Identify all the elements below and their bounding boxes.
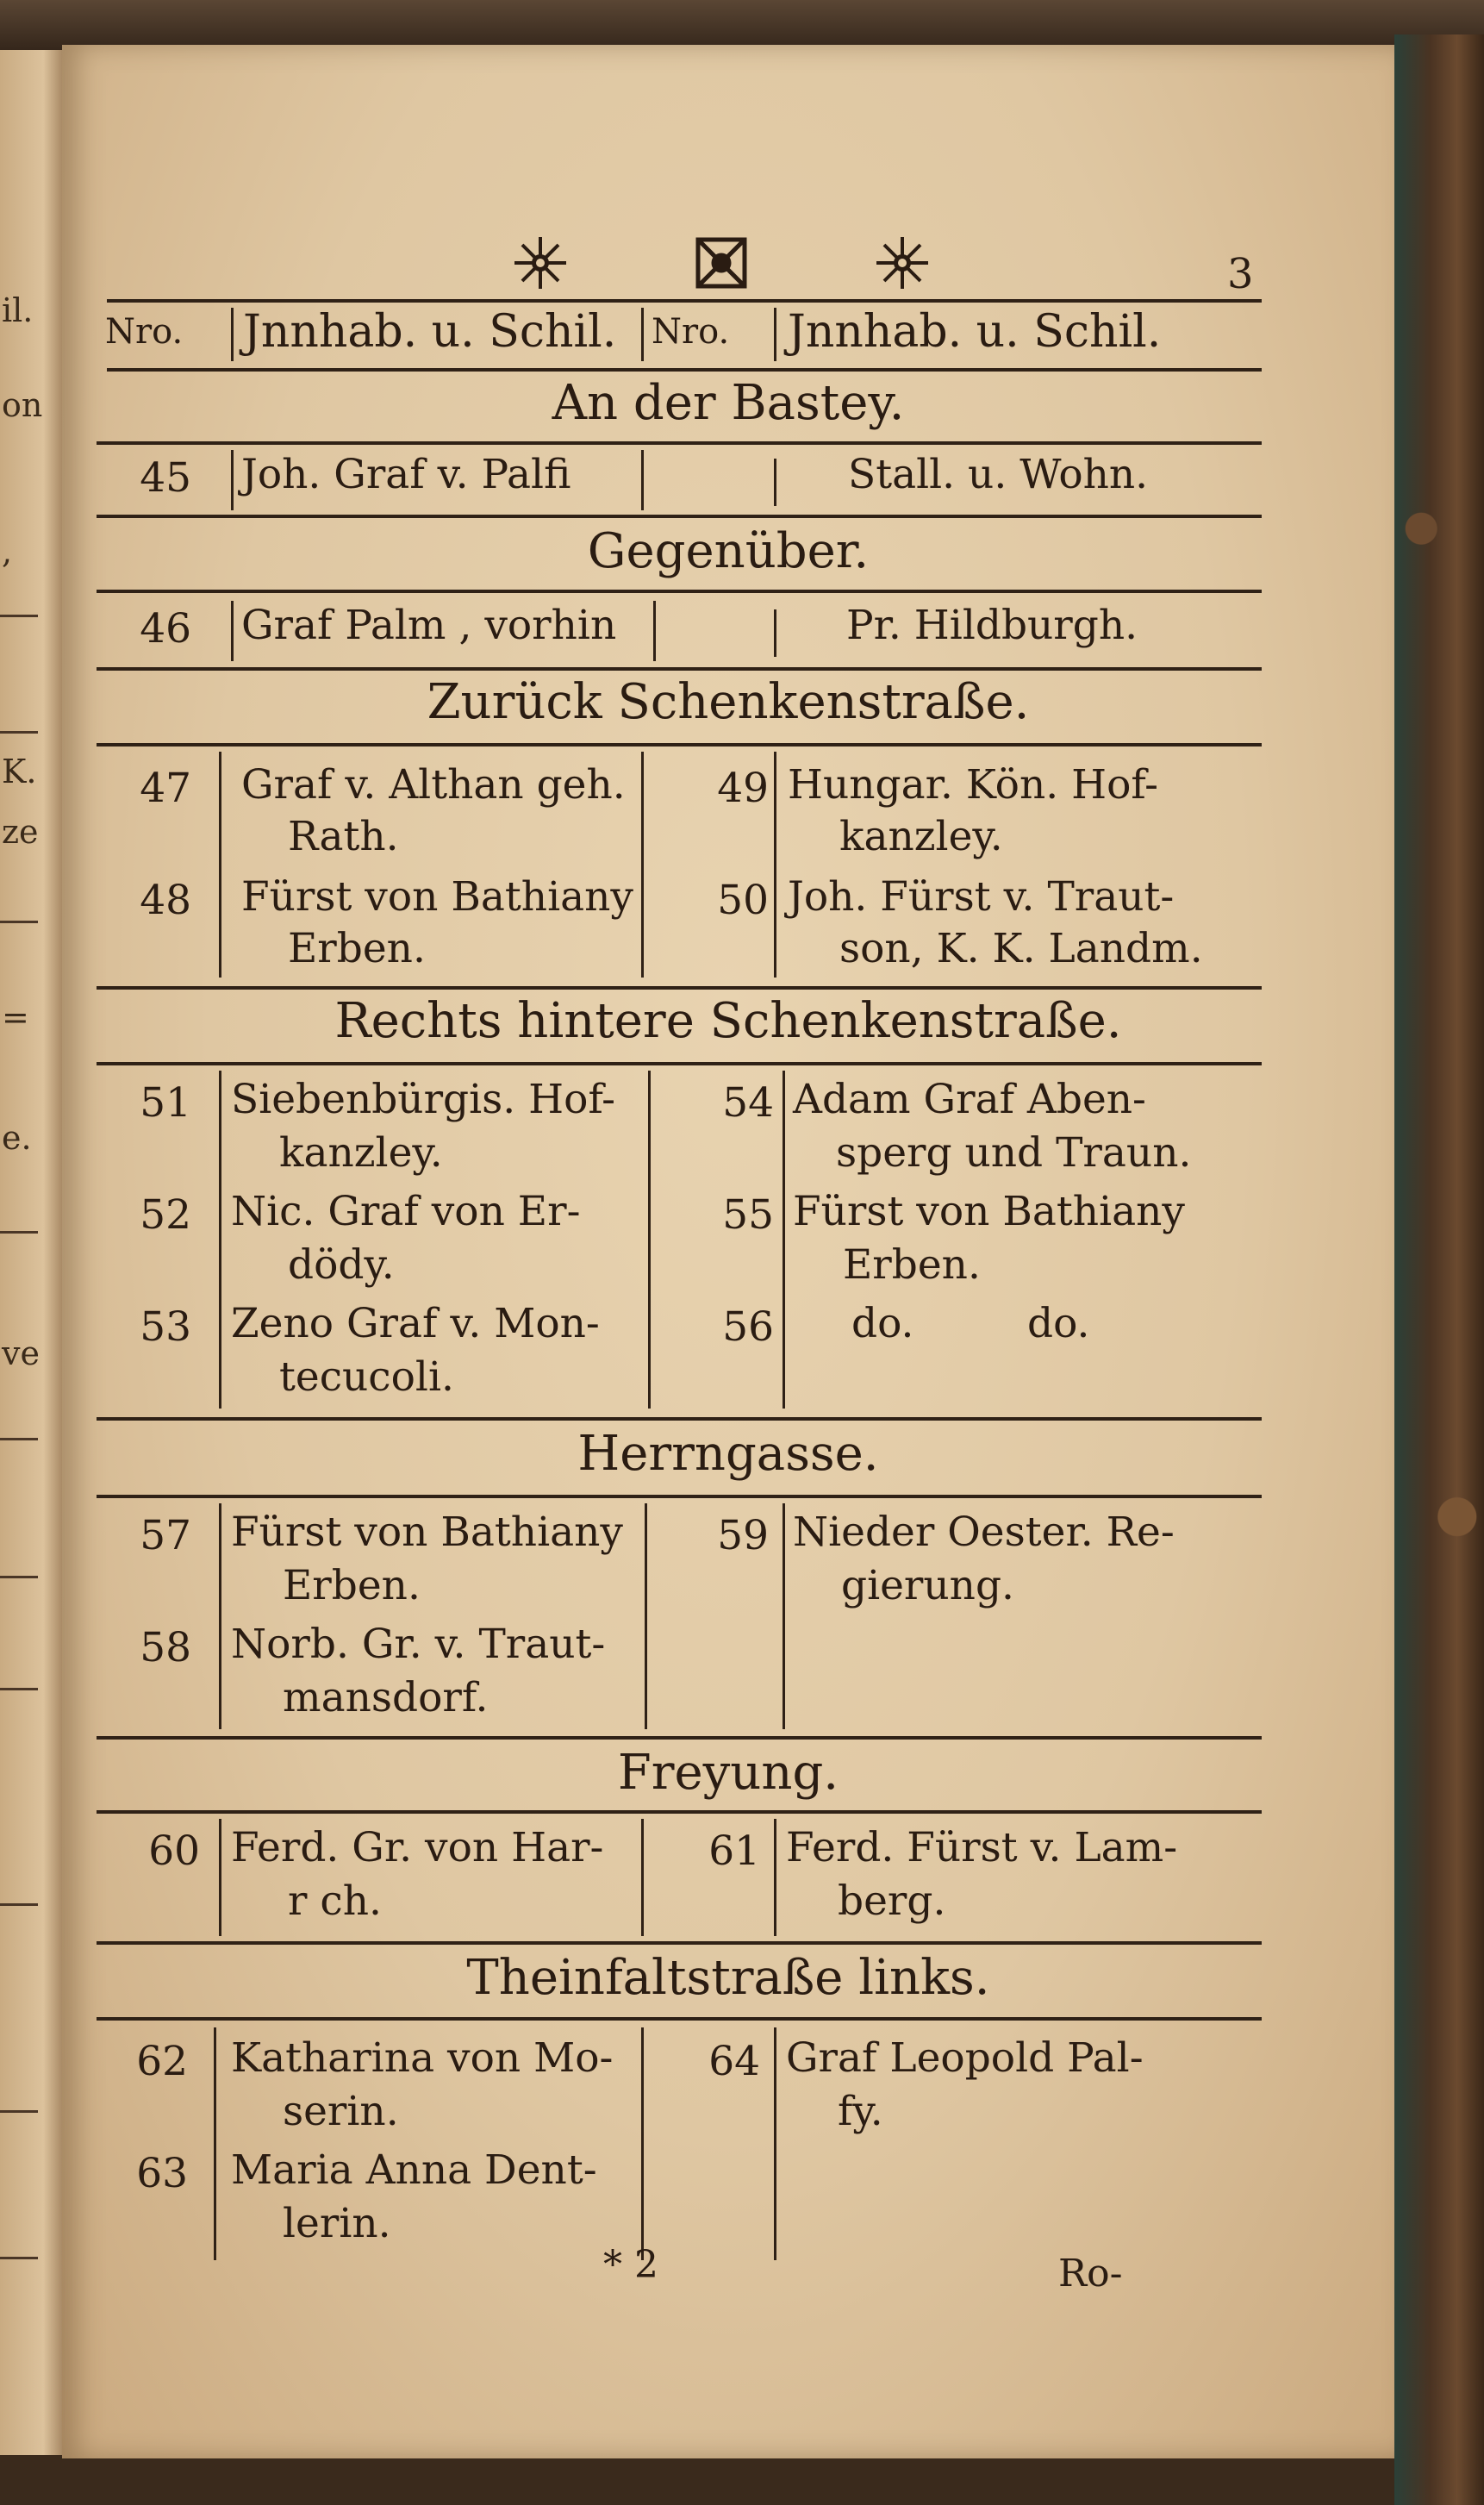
house-number: 57 — [140, 1512, 191, 1559]
inhabitant-name-cont: serin. — [283, 2088, 399, 2135]
inhabitant-name: Fürst von Bathiany — [241, 873, 633, 921]
inhabitant-name: Nic. Graf von Er- — [231, 1188, 581, 1235]
inhabitant-name: Joh. Fürst v. Traut- — [788, 873, 1175, 921]
house-number: 51 — [140, 1079, 191, 1127]
house-number: 55 — [722, 1191, 774, 1239]
house-number: 47 — [140, 765, 191, 812]
inhabitant-name: Fürst von Bathiany — [793, 1188, 1185, 1235]
house-number: 63 — [136, 2150, 188, 2197]
inhabitant-name-cont: berg. — [838, 1877, 946, 1925]
signature-mark: * 2 — [603, 2243, 658, 2287]
inhabitant-name-cont: kanzley. — [839, 813, 1003, 860]
previous-page-strip — [0, 50, 62, 2455]
book-page — [62, 45, 1394, 2458]
house-number: 48 — [140, 877, 191, 924]
square-ornament-icon — [691, 233, 751, 293]
header-ornaments — [510, 233, 958, 293]
house-number: 62 — [136, 2038, 188, 2085]
house-number: 60 — [148, 1827, 200, 1875]
inhabitant-name-cont: r ch. — [288, 1877, 382, 1925]
inhabitant-name-cont: mansdorf. — [283, 1674, 489, 1721]
inhabitant-name: Ferd. Fürst v. Lam- — [786, 1824, 1178, 1871]
house-number: 54 — [722, 1079, 774, 1127]
section-title: Freyung. — [617, 1745, 839, 1801]
header-col-nro-left: Nro. — [105, 312, 184, 352]
inhabitant-name-cont: fy. — [838, 2088, 883, 2135]
house-number: 64 — [708, 2038, 760, 2085]
inhabitant-name: Hungar. Kön. Hof- — [788, 761, 1158, 809]
inhabitant-name: Fürst von Bathiany — [231, 1509, 623, 1556]
inhabitant-name: Zeno Graf v. Mon- — [231, 1300, 600, 1347]
inhabitant-name-cont: lerin. — [283, 2200, 391, 2247]
prev-page-fragment: K. — [2, 753, 37, 790]
house-number: 58 — [140, 1624, 191, 1671]
header-col-nro-right: Nro. — [652, 312, 730, 352]
prev-page-fragment: e. — [2, 1119, 32, 1157]
inhabitant-name: Joh. Graf v. Palfi — [241, 451, 571, 498]
inhabitant-name: Katharina von Mo- — [231, 2034, 614, 2082]
prev-page-fragment: = — [2, 998, 29, 1036]
inhabitant-name: Nieder Oester. Re- — [793, 1509, 1175, 1556]
ditto-mark: do. — [1027, 1300, 1090, 1347]
section-title: Zurück Schenkenstraße. — [427, 674, 1030, 730]
house-number: 50 — [717, 877, 769, 924]
prev-page-fragment: , — [2, 533, 13, 571]
inhabitant-name-cont: tecucoli. — [279, 1353, 454, 1401]
prev-page-fragment: ve — [2, 1334, 40, 1372]
ditto-mark: do. — [851, 1300, 914, 1347]
inhabitant-name: Norb. Gr. v. Traut- — [231, 1621, 606, 1668]
inhabitant-name-cont: sperg und Traun. — [836, 1129, 1192, 1177]
inhabitant-name-cont: kanzley. — [279, 1129, 443, 1177]
inhabitant-name: Graf Palm , vorhin — [241, 602, 617, 649]
inhabitant-name: Maria Anna Dent- — [231, 2146, 597, 2194]
prev-page-fragment: on — [2, 386, 43, 424]
house-number: 49 — [717, 765, 769, 812]
section-title: Rechts hintere Schenkenstraße. — [334, 993, 1122, 1049]
inhabitant-name-cont: Erben. — [288, 925, 426, 972]
inhabitant-name-cont: son, K. K. Landm. — [839, 925, 1203, 972]
header-col-inhabitants-right: Jnnhab. u. Schil. — [788, 306, 1162, 358]
header-col-inhabitants-left: Jnnhab. u. Schil. — [243, 306, 617, 358]
section-title: An der Bastey. — [552, 375, 905, 431]
house-number: 53 — [140, 1303, 191, 1351]
prev-page-fragment: ze — [2, 813, 39, 851]
inhabitant-name: Pr. Hildburgh. — [846, 602, 1138, 649]
prev-page-fragment: il. — [2, 291, 34, 329]
section-title: Herrngasse. — [577, 1426, 879, 1482]
house-number: 56 — [722, 1303, 774, 1351]
house-number: 46 — [140, 605, 191, 653]
inhabitant-name: Graf Leopold Pal- — [786, 2034, 1144, 2082]
inhabitant-name-cont: Erben. — [283, 1562, 421, 1609]
section-title: Theinfaltstraße links. — [466, 1950, 990, 2006]
house-number: 61 — [708, 1827, 760, 1875]
inhabitant-name: Graf v. Althan geh. — [241, 761, 626, 809]
catchword: Ro- — [1058, 2252, 1123, 2296]
inhabitant-name-cont: dödy. — [288, 1241, 395, 1289]
house-number: 52 — [140, 1191, 191, 1239]
book-cover-edge — [1394, 34, 1484, 2505]
inhabitant-name-cont: Erben. — [843, 1241, 981, 1289]
section-title: Gegenüber. — [587, 523, 870, 579]
house-number: 45 — [140, 454, 191, 502]
inhabitant-name: Adam Graf Aben- — [793, 1076, 1146, 1123]
inhabitant-name-cont: Rath. — [288, 813, 399, 860]
inhabitant-name: Siebenbürgis. Hof- — [231, 1076, 616, 1123]
inhabitant-name-cont: gierung. — [841, 1562, 1014, 1609]
flower-ornament-icon — [510, 233, 571, 293]
house-number: 59 — [717, 1512, 769, 1559]
flower-ornament-icon — [872, 233, 932, 293]
inhabitant-name: Ferd. Gr. von Har- — [231, 1824, 604, 1871]
inhabitant-name: Stall. u. Wohn. — [848, 451, 1149, 498]
page-number: 3 — [1227, 250, 1254, 298]
